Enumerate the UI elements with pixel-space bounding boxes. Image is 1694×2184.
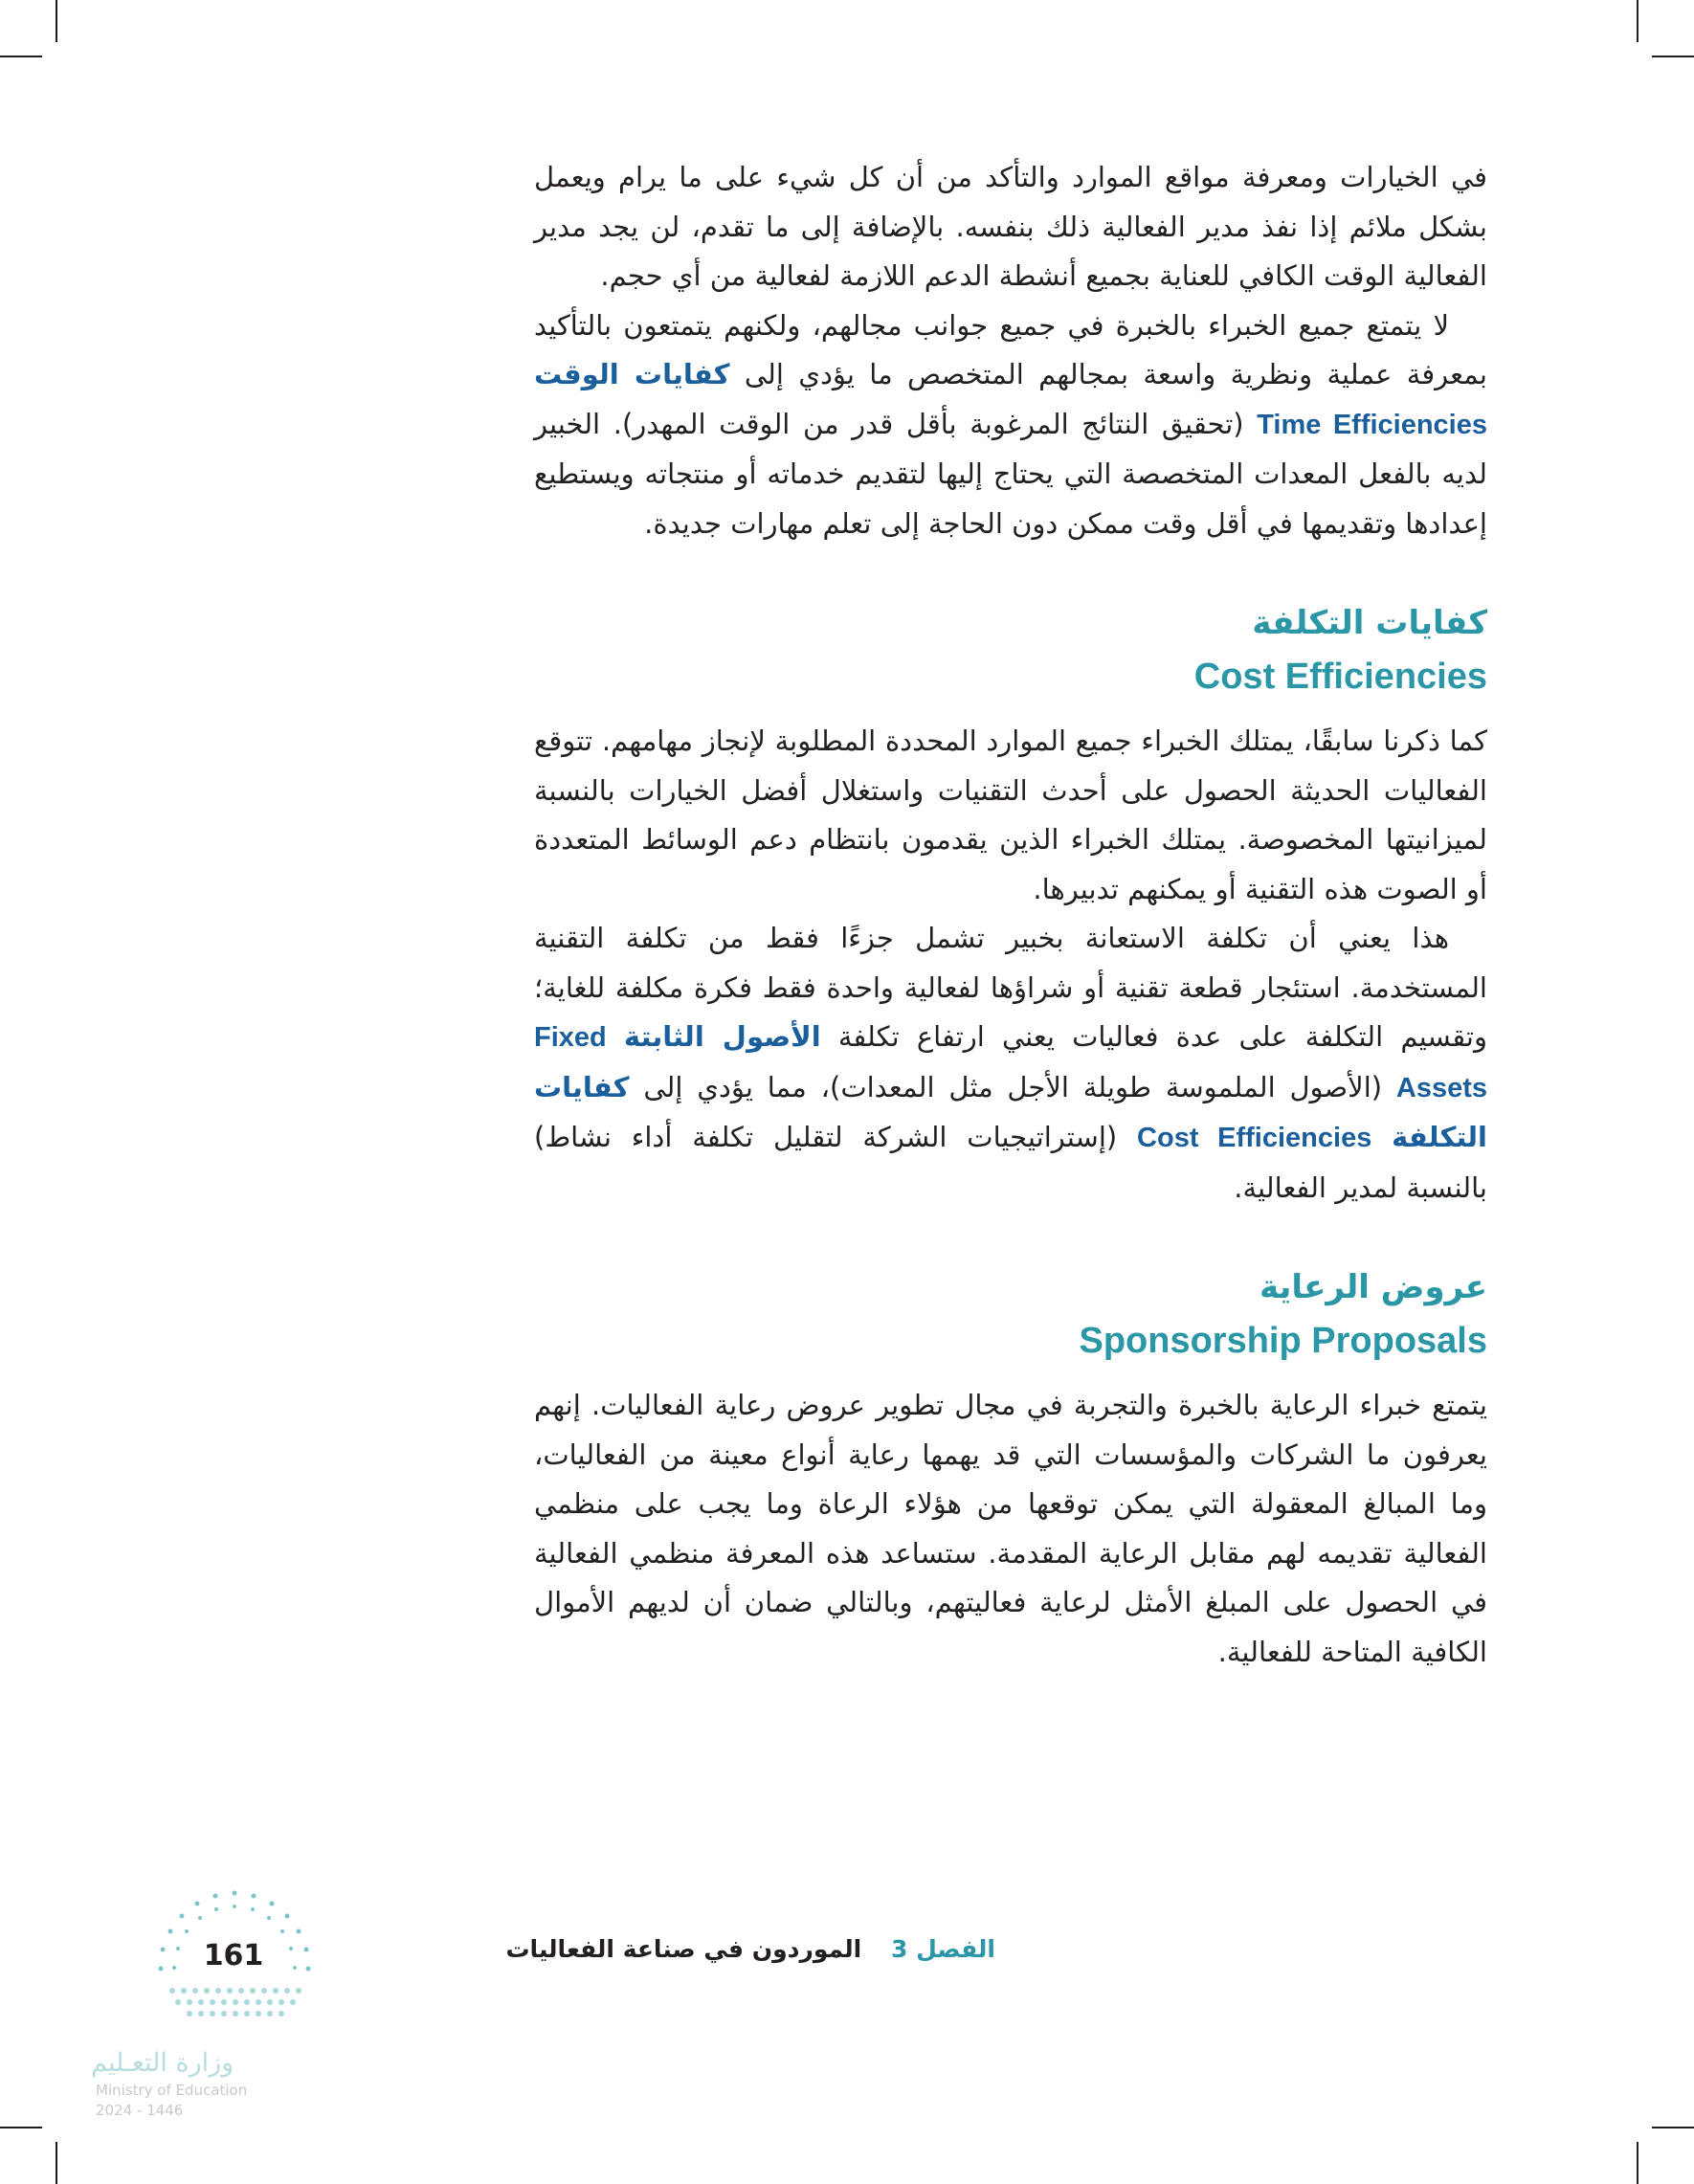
crop-mark (1637, 0, 1638, 42)
crop-mark (56, 0, 57, 42)
crop-mark (1637, 2142, 1638, 2184)
text-span: (تحقيق النتائج المرغوبة بأقل قدر من الوقت المهدر). الخبير لديه بالفعل المعدات المتخصصة التي يحتاج إليها لتقديم خدماته أو منتجاته ويستطيع إعدادها وتقديمها في أقل وقت ممكن دون الحاجة إلى تعلم مهارات جديدة. (534, 407, 1487, 540)
ministry-name-ar: وزارة التعـليم (91, 2048, 234, 2078)
section-heading-cost-en: Cost Efficiencies (1193, 657, 1487, 697)
cost-paragraph-2 (534, 914, 1487, 1213)
crop-mark (0, 56, 42, 57)
cost-paragraph-1: كما ذكرنا سابقًا، يمتلك الخبراء جميع الموارد المحددة المطلوبة لإنجاز مهامهم. تتوقع الفعاليات الحديثة الحصول على أحدث التقنيات واستغلال أفضل الخيارات بالنسبة لميزانيتها المخصوصة. يمتلك الخبراء الذين يقدمون بانتظام دعم الوسائط المتعددة أو الصوت هذه التقنية أو يمكنهم تدبيرها. (534, 724, 1487, 905)
ministry-name-en: Ministry of Education (96, 2082, 248, 2099)
term-cost-efficiencies-en: Cost Efficiencies (1137, 1123, 1372, 1153)
section-heading-cost-ar: كفايات التكلفة (1252, 604, 1487, 642)
text-span: هذا يعني أن تكلفة الاستعانة بخبير تشمل جزءًا فقط من تكلفة التقنية المستخدمة. استئجار قطعة تقنية أو شراؤها لفعالية واحدة فقط فكرة مكلفة للغاية؛ وتقسيم التكلفة على عدة فعاليات يعني ارتفاع تكلفة (534, 922, 1487, 1053)
crop-mark (56, 2142, 57, 2184)
sponsorship-paragraph: يتمتع خبراء الرعاية بالخبرة والتجربة في مجال تطوير عروض رعاية الفعاليات. إنهم يعرفون ما الشركات والمؤسسات التي قد يهمها رعاية أنواع معينة من الفعاليات، وما المبالغ المعقولة التي يمكن توقعها من هؤلاء الرعاة وما يجب على منظمي الفعالية تقديمه لهم مقابل الرعاية المقدمة. ستساعد هذه المعرفة منظمي الفعالية في الحصول على المبلغ الأمثل لرعاية فعاليتهم، وبالتالي ضمان أن لديهم الأموال الكافية المتاحة للفعالية. (534, 1389, 1487, 1668)
text-span: (إستراتيجيات الشركة لتقليل تكلفة أداء نشاط) بالنسبة لمدير الفعالية. (534, 1121, 1487, 1204)
term-fixed-assets-ar: الأصول الثابتة (623, 1020, 821, 1053)
time-efficiencies-paragraph (534, 301, 1487, 549)
text-span: لا يتمتع جميع الخبراء بالخبرة في جميع جوانب مجالهم، ولكنهم يتمتعون بالتأكيد بمعرفة عملية ونظرية واسعة بمجالهم المتخصص ما يؤدي إلى (534, 308, 1488, 390)
crop-mark (0, 2127, 42, 2128)
text-span: (الأصول الملموسة طويلة الأجل مثل المعدات)، مما يؤدي إلى (629, 1070, 1396, 1103)
chapter-number: 3 (890, 1935, 908, 1963)
chapter-footer (505, 1935, 995, 1963)
body-paragraph: في الخيارات ومعرفة مواقع الموارد والتأكد من أن كل شيء على ما يرام ويعمل بشكل ملائم إذا نفذ مدير الفعالية ذلك بنفسه. بالإضافة إلى ما تقدم، لن يجد مدير الفعالية الوقت الكافي للعناية بجميع أنشطة الدعم اللازمة لفعالية من أي حجم. (534, 161, 1487, 292)
section-heading-sponsorship-ar: عروض الرعاية (1259, 1268, 1487, 1306)
section-heading-sponsorship-en: Sponsorship Proposals (1079, 1321, 1487, 1361)
term-cost-efficiencies-ar: كفايات التكلفة (534, 1070, 1488, 1153)
page-number: 161 (203, 1939, 264, 1972)
chapter-label: الفصل (916, 1935, 995, 1963)
ministry-year: 2024 - 1446 (96, 2102, 184, 2119)
crop-mark (1652, 2127, 1694, 2128)
chapter-title: الموردون في صناعة الفعاليات (505, 1935, 862, 1963)
term-fixed-assets-en: Fixed Assets (534, 1022, 1487, 1103)
term-time-efficiencies-en: Time Efficiencies (1257, 409, 1487, 440)
page-content (534, 153, 1487, 1677)
crop-mark (1652, 56, 1694, 57)
term-time-efficiencies-ar: كفايات الوقت (534, 358, 730, 390)
